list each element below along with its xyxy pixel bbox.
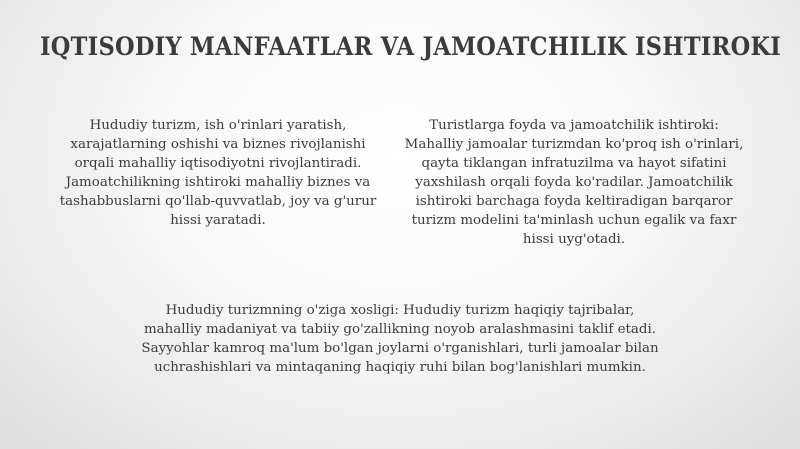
community-benefits-paragraph: Turistlarga foyda va jamoatchilik ishtiroki: Mahalliy jamoalar turizmdan ko'proq ish o'rinlari, qayta tiklangan infratuzilma va hayot sifatini yaxshilash orqali foyda ko'radilar. Jamoatchilik ishtiroki barchaga foyda keltiradigan barqaror turizm modelini ta'minlash uchun egalik va faxr hissi uyg'otadi. bbox=[404, 118, 744, 247]
economic-benefits-paragraph: Hududiy turizm, ish o'rinlari yaratish, xarajatlarning oshishi va biznes rivojlanishi orqali mahalliy iqtisodiyotni rivojlantiradi. Jamoatchilikning ishtiroki mahalliy biznes va tashabbuslarni qo'llab-quvvatlab, joy va g'urur hissi yaratadi. bbox=[59, 118, 377, 228]
regional-tourism-uniqueness-paragraph: Hududiy turizmning o'ziga xosligi: Hududiy turizm haqiqiy tajribalar, mahalliy madaniyat va tabiiy go'zallikning noyob aralashmasini taklif etadi. Sayyohlar kamroq ma'lum bo'lgan joylarni o'rganishlari, turli jamoalar bilan uchrashishlari va mintaqaning haqiqiy ruhi bilan bog'lanishlari mumkin. bbox=[141, 303, 659, 375]
slide-title: IQTISODIY MANFAATLAR VA JAMOATCHILIK ISHTIROKI bbox=[40, 32, 782, 61]
